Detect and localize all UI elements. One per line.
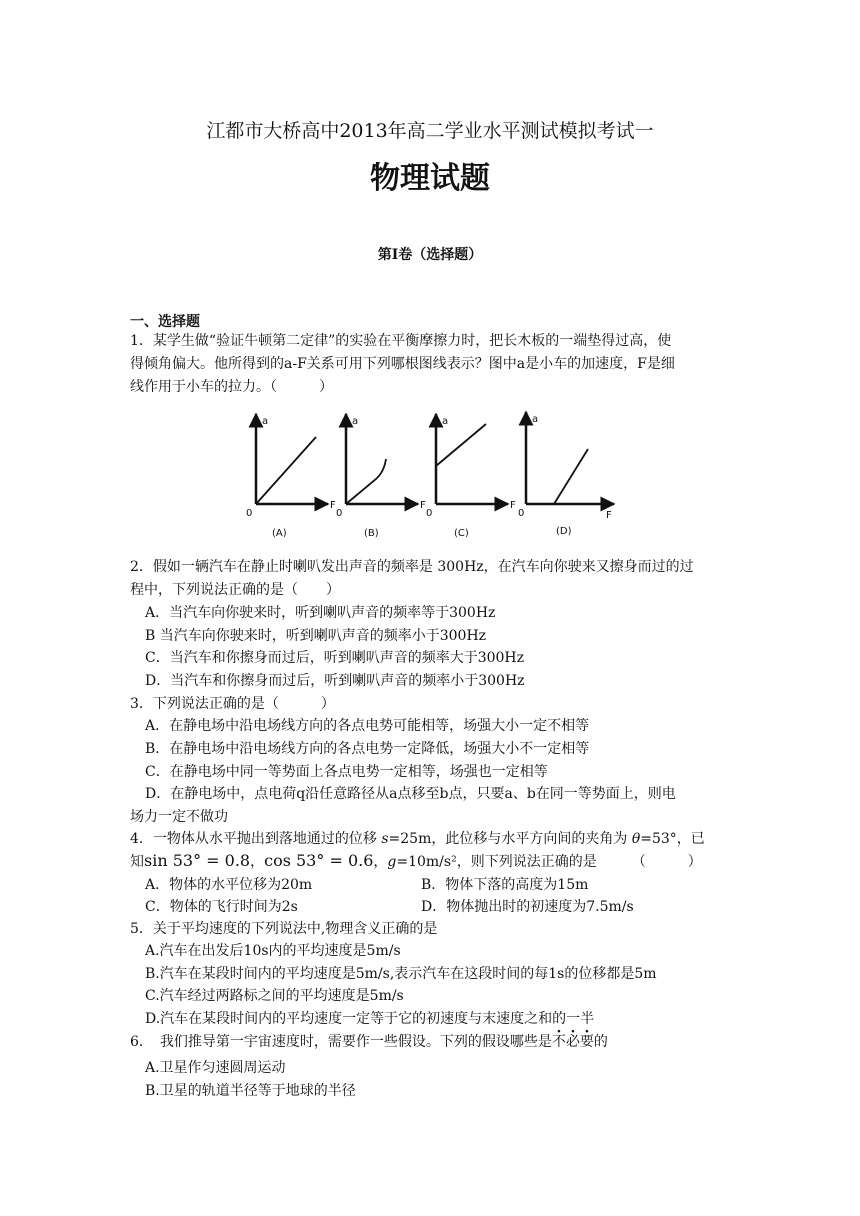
graph-d-x-label: F — [606, 510, 612, 521]
graph-b-x-label: F — [420, 500, 426, 511]
q6-emphasis-1: 不 — [551, 1034, 566, 1050]
q5-option-c: C.汽车经过两路标之间的平均速度是5m/s — [145, 988, 404, 1004]
graph-a-y-label: a — [262, 416, 269, 427]
q4-option-a: A．物体的水平位移为20m — [145, 877, 313, 893]
q4-line2: 知sin 53° = 0.8，cos 53° = 0.6，g=10m/s²，则下列说法正确的是 （ ） — [130, 851, 702, 870]
q2-line1: 2．假如一辆汽车在静止时喇叭发出声音的频率是 300Hz，在汽车向你驶来又擦身而过的过 — [130, 559, 694, 575]
q6-text-a: 6． 我们推导第一宇宙速度时，需要作一些假设。下列的假设哪些是 — [130, 1034, 552, 1050]
q2-option-b: B 当汽车向你驶来时，听到喇叭声音的频率小于300Hz — [145, 628, 487, 644]
q4-s-var: s — [381, 831, 389, 847]
q4-option-c: C．物体的飞行时间为2s — [145, 899, 298, 915]
q4-zhi: 知 — [130, 854, 144, 870]
q5-line1: 5．关于平均速度的下列说法中,物理含义正确的是 — [130, 921, 438, 937]
graph-d-y-label: a — [532, 414, 539, 425]
q1-line1: 1．某学生做“验证牛顿第二定律”的实验在平衡摩擦力时，把长木板的一端垫得过高，使 — [130, 333, 672, 349]
q6-option-b: B.卫星的轨道半径等于地球的半径 — [145, 1083, 356, 1099]
q4-g-var: g — [387, 854, 397, 870]
q2-option-c: C．当汽车和你擦身而过后，听到喇叭声音的频率大于300Hz — [145, 650, 525, 666]
q4-theta-var: θ — [631, 831, 641, 847]
q6-emphasis-3: 要 — [579, 1034, 594, 1050]
q4-g-rest: =10m/s²，则下列说法正确的是 （ ） — [396, 854, 702, 870]
graph-c-caption: (C) — [454, 528, 469, 539]
q3-option-d-line2: 场力一定不做功 — [130, 809, 228, 825]
q2-option-a: A．当汽车向你驶来时，听到喇叭声音的频率等于300Hz — [145, 605, 496, 621]
q5-option-a: A.汽车在出发后10s内的平均速度是5m/s — [145, 943, 401, 959]
q4-sin-value: sin 53° = 0.8 — [144, 851, 251, 870]
q4-text-c: =53°，已 — [640, 831, 705, 847]
q3-option-a: A．在静电场中沿电场线方向的各点电势可能相等，场强大小一定不相等 — [145, 718, 590, 734]
graph-b-caption: (B) — [364, 528, 379, 539]
q6-line1 — [130, 1032, 608, 1052]
q6-text-b: 的 — [593, 1034, 608, 1050]
graph-d-caption: (D) — [556, 526, 572, 537]
q4-cos-value: cos 53° = 0.6 — [264, 851, 374, 870]
q4-option-d: D．物体抛出时的初速度为7.5m/s — [421, 899, 634, 915]
q1-line3: 线作用于小车的拉力。（ ） — [130, 379, 333, 395]
q2-option-d: D．当汽车和你擦身而过后，听到喇叭声音的频率小于300Hz — [145, 673, 525, 689]
q4-comma: ， — [250, 854, 265, 870]
q1-line2: 得倾角偏大。他所得到的a-F关系可用下列哪根图线表示？图中a是小车的加速度，F是细 — [130, 356, 675, 372]
q6-emphasis-2: 必 — [565, 1034, 580, 1050]
q4-line1 — [130, 829, 705, 849]
exam-subtitle: 江都市大桥高中2013年高二学业水平测试模拟考试一 — [206, 120, 654, 142]
graph-c-origin: 0 — [426, 508, 433, 519]
q4-text-b: =25m，此位移与水平方向间的夹角为 — [388, 831, 632, 847]
exam-title: 物理试题 — [370, 161, 490, 196]
graph-a-caption: (A) — [272, 528, 287, 539]
q3-option-c: C．在静电场中同一等势面上各点电势一定相等，场强也一定相等 — [145, 764, 548, 780]
q1-graphs-figure — [236, 404, 626, 544]
q3-option-b: B．在静电场中沿电场线方向的各点电势一定降低，场强大小不一定相等 — [145, 741, 590, 757]
graph-d — [518, 412, 614, 537]
graph-c-x-label: F — [510, 500, 516, 511]
q5-option-b: B.汽车在某段时间内的平均速度是5m/s,表示汽车在这段时间的每1s的位移都是5m — [145, 966, 657, 982]
q4-text-a: 4．一物体从水平抛出到落地通过的位移 — [130, 831, 382, 847]
section-heading: 第Ⅰ卷（选择题） — [377, 247, 483, 263]
graph-b — [336, 414, 426, 539]
graph-b-origin: 0 — [336, 508, 343, 519]
graph-c — [426, 414, 516, 539]
q3-option-d-line1: D．在静电场中，点电荷q沿任意路径从a点移至b点，只要a、b在同一等势面上，则电 — [145, 786, 676, 802]
q5-option-d: D.汽车在某段时间内的平均速度一定等于它的初速度与末速度之和的一半 — [145, 1011, 595, 1027]
graph-a-x-label: F — [330, 500, 336, 511]
graph-b-y-label: a — [352, 416, 359, 427]
graph-a — [246, 414, 336, 539]
q3-line1: 3．下列说法正确的是（ ） — [130, 696, 335, 712]
q4-option-b: B．物体下落的高度为15m — [421, 877, 589, 893]
graph-a-origin: 0 — [246, 508, 253, 519]
q2-line2: 程中，下列说法正确的是（ ） — [130, 582, 340, 598]
graph-c-y-label: a — [442, 416, 449, 427]
part-heading: 一、选择题 — [130, 314, 200, 330]
graph-d-origin: 0 — [518, 508, 525, 519]
q6-option-a: A.卫星作匀速圆周运动 — [145, 1060, 286, 1076]
